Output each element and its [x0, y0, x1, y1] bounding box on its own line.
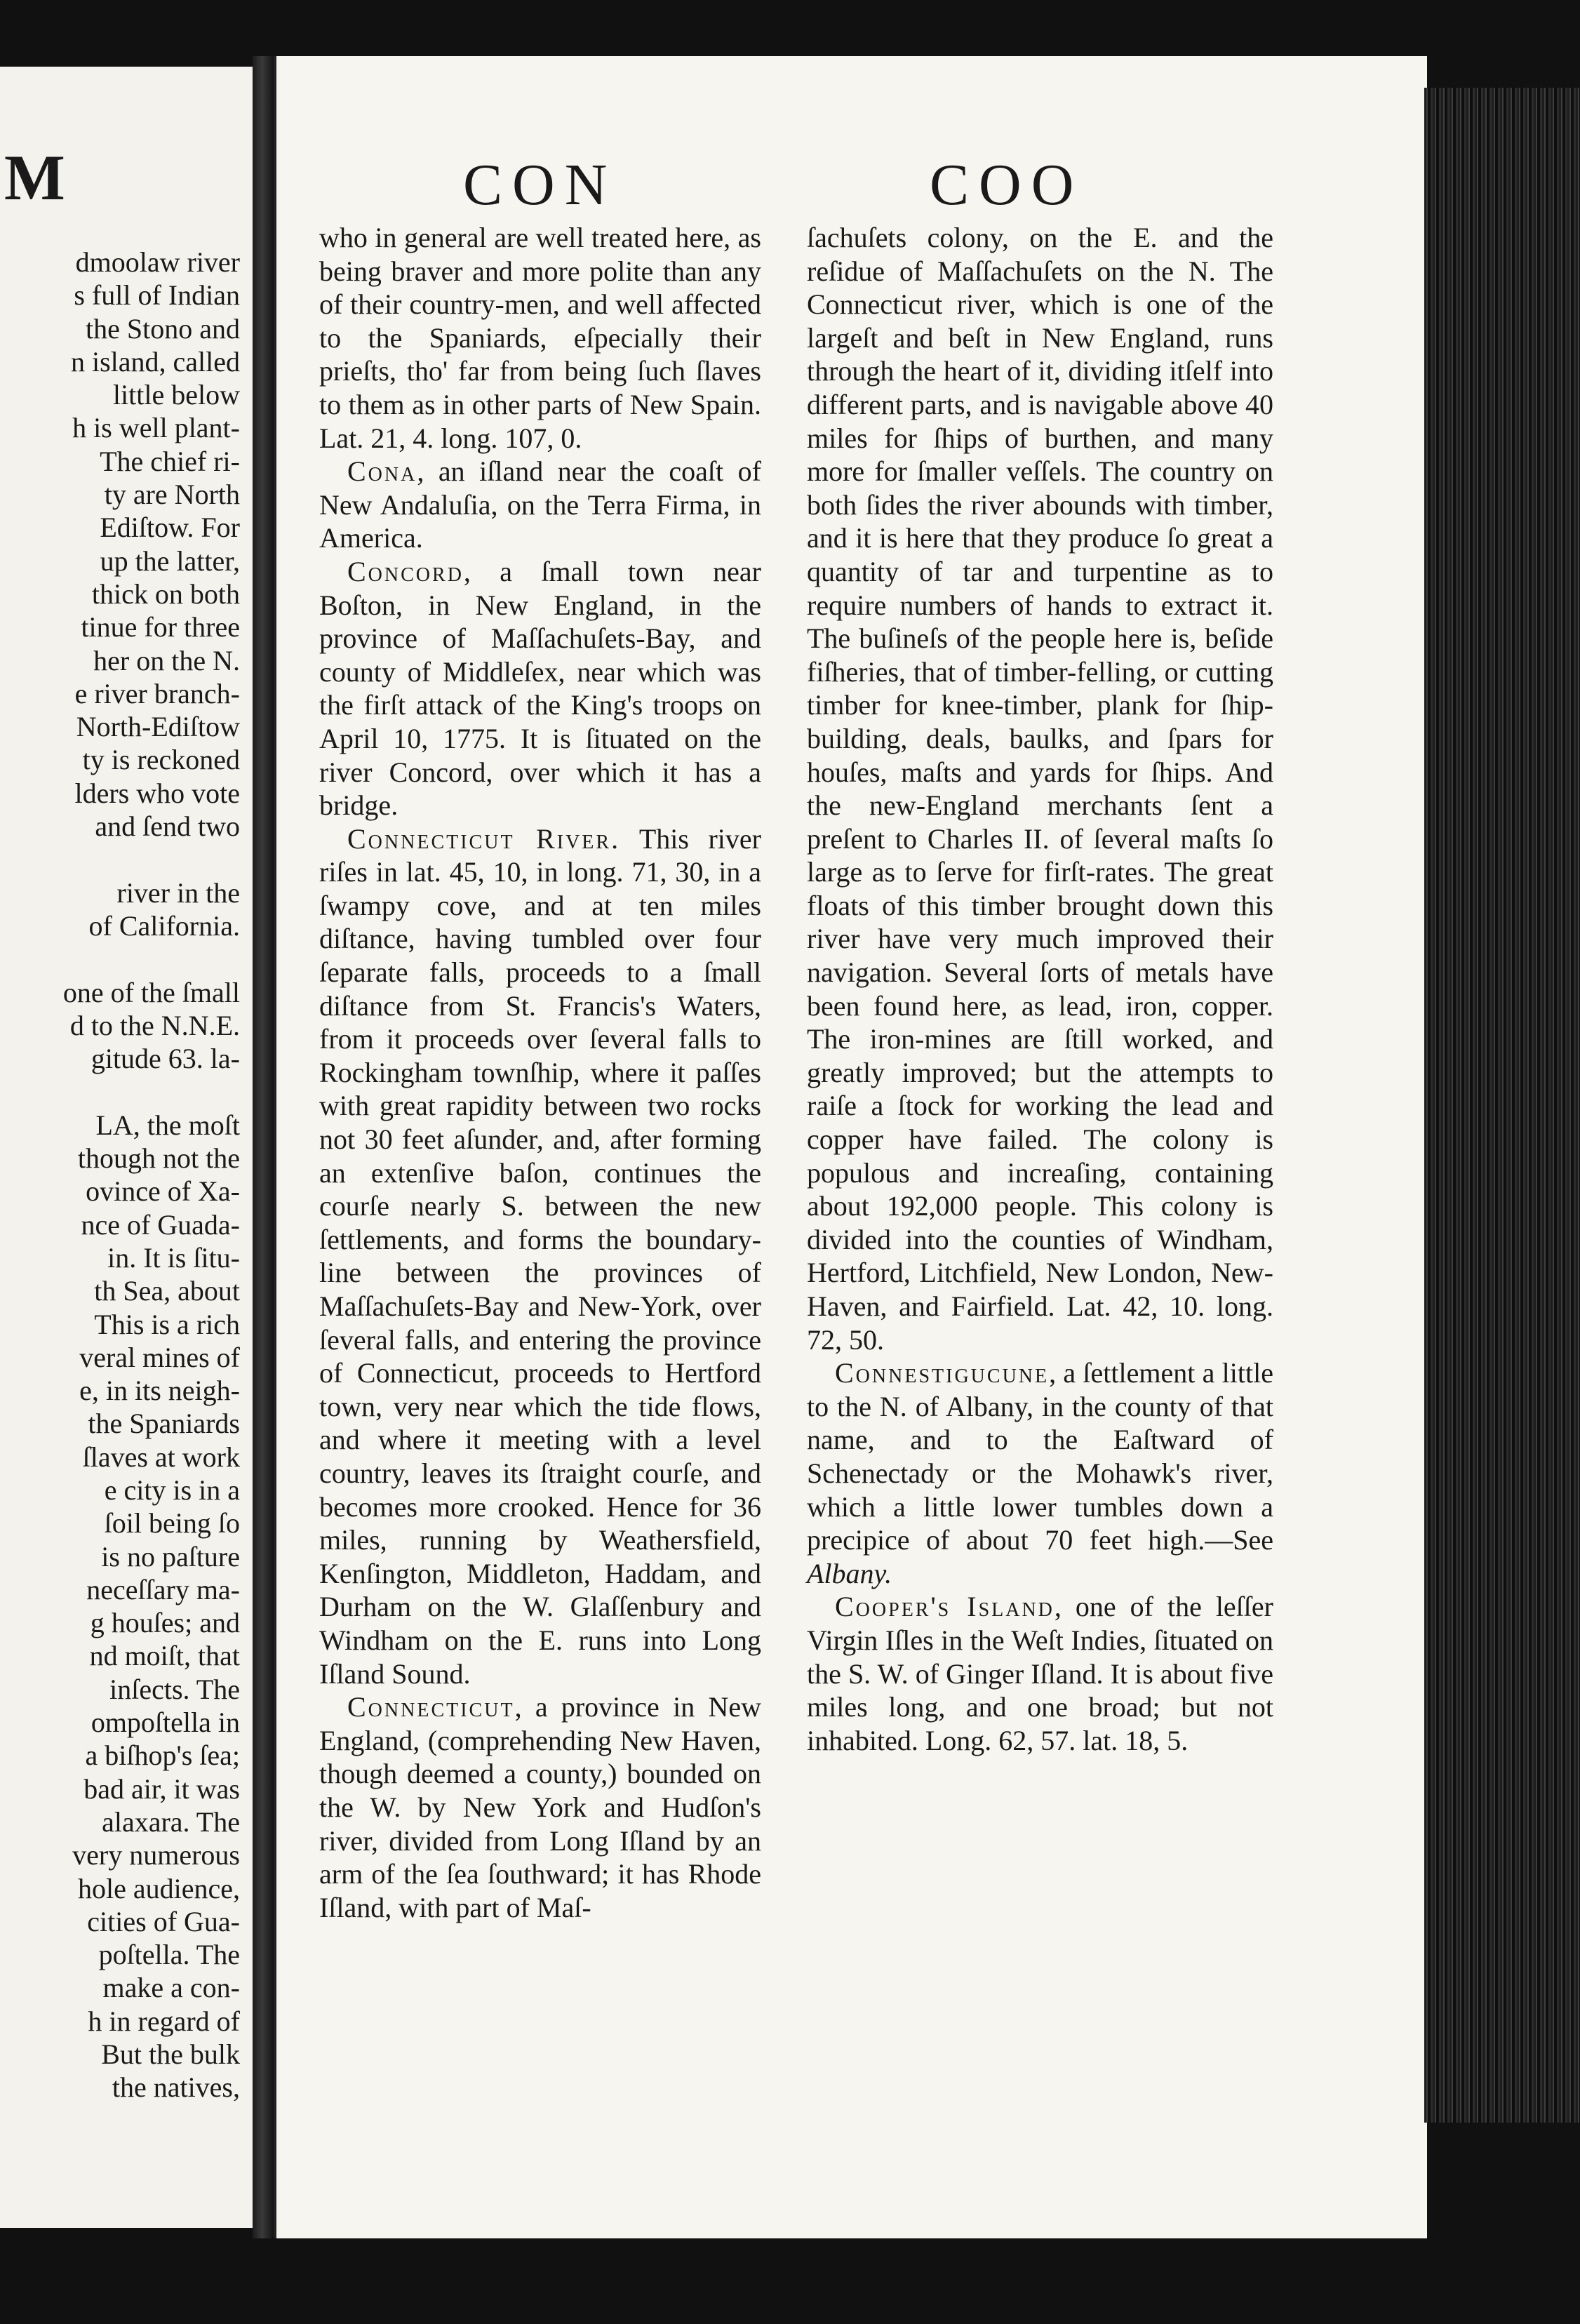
left-page-line: ſlaves at work: [82, 1441, 240, 1473]
running-head-coo: COO: [930, 152, 1084, 218]
left-page-line: ovince of Xa-: [86, 1175, 240, 1208]
left-page-line: g houſes; and: [90, 1607, 240, 1639]
left-page-line: s full of Indian: [74, 279, 240, 312]
left-page-line: [1, 1075, 240, 1108]
gazetteer-entry: [319, 822, 761, 1690]
left-page-line: nce of Guada-: [81, 1208, 240, 1241]
gazetteer-entry: [319, 221, 761, 455]
entry-headword: Cooper's Island: [835, 1591, 1055, 1623]
left-page-line: bad air, it was: [83, 1772, 240, 1805]
entry-text: who in general are well treated here, as being braver and more polite than any of their country-men, and well affected to the Spaniards, eſpecially their prieſts, tho' far from being ſuch ſlaves to them as in other parts of New Spain. Lat. 21, 4. long. 107, 0.: [319, 222, 761, 454]
left-page-line: up the latter,: [100, 545, 240, 577]
left-page-line: alaxara. The: [102, 1805, 240, 1838]
left-page-line: nd moiſt, that: [89, 1640, 240, 1672]
entry-headword: Connecticut River.: [347, 822, 621, 855]
left-page-line: cities of Gua-: [87, 1905, 240, 1937]
entry-text: ſachuſets colony, on the E. and the reſidue of Maſſachuſets on the N. The Connecticut river, which is one of the largeſt and beſt in New England, runs through the heart of it, dividing itſelf into different parts, and is navigable above 40 miles for ſhips of burthen, and many more for ſmaller veſſels. The country on both ſides the river abounds with timber, and it is here that they produce ſo great a quantity of tar and turpentine as to require numbers of hands to extract it. The buſineſs of the people here is, beſide fiſheries, that of timber-felling, or cutting timber for knee-timber, plank for ſhip-building, deals, baulks, and ſpars for houſes, maſts and yards for ſhips. And the new-England merchants ſent a preſent to Charles II. of ſeveral maſts ſo large as to ſerve for firſt-rates. The great floats of this timber brought down this river have very much improved their navigation. Several ſorts of metals have been found here, as lead, iron, copper. The iron-mines are ſtill worked, and greatly improved; but the attempts to raiſe a ſtock for working the lead and copper have failed. The colony is populous and increaſing, containing about 192,000 people. This colony is divided into the counties of Windham, Hertford, Litchfield, New London, New-Haven, and Fairfield. Lat. 42, 10. long. 72, 50.: [807, 222, 1273, 1356]
text-column-1: [319, 221, 761, 1924]
gazetteer-entry: [807, 1590, 1273, 1757]
gazetteer-entry: [319, 1690, 761, 1924]
entry-text: , one of the leſſer Virgin Iſles in the Weſt Indies, ſituated on the S. W. of Ginger Iſland. It is about five miles long, and one broad; but not inhabited. Long. 62, 57. lat. 18, 5.: [807, 1591, 1273, 1756]
left-page-line: veral mines of: [79, 1341, 240, 1373]
entry-headword: Concord: [347, 555, 464, 587]
cross-reference: Albany.: [807, 1557, 892, 1589]
entry-text: This river riſes in lat. 45, 10, in long. 71, 30, in a ſwampy cove, and at ten miles diſtance, having tumbled over four ſeparate falls, proceeds to a ſmall diſtance from St. Francis's Waters, from it proceeds over ſeveral falls to Rockingham townſhip, where it paſſes with great rapidity between two rocks not 30 feet aſunder, and, after forming an extenſive baſon, continues the courſe nearly S. between the new ſettlements, and forms the boundary-line between the provinces of Maſſachuſets-Bay and New-York, over ſeveral falls, and entering the province of Connecticut, proceeds to Hertford town, very near which the tide flows, and where it meeting with a level country, leaves its ſtraight courſe, and becomes more crooked. Hence for 36 miles, running by Weathersfield, Kenſington, Middleton, Haddam, and Durham on the W. Glaſſenbury and Windham on the E. runs into Long Iſland Sound.: [319, 822, 761, 1690]
gazetteer-entry: [319, 555, 761, 822]
left-page-line: e, in its neigh-: [79, 1375, 240, 1407]
entry-text: , a ſettlement a little to the N. of Albany, in the county of that name, and to the Eaſtward of Schenectady or the Mohawk's river, which a little lower tumbles down a precipice of about 70 feet high.—See: [807, 1357, 1273, 1556]
left-page-line: [1, 942, 240, 975]
entry-headword: Connecticut: [347, 1691, 515, 1723]
left-page-line: gitude 63. la-: [91, 1043, 240, 1075]
left-page-line: ty is reckoned: [82, 744, 240, 776]
entry-text: , a province in New England, (comprehending New Haven, though deemed a county,) bounded on the W. by New York and Hudſon's river, divided from Long Iſland by an arm of the ſea ſouthward; it has Rhode Iſland, with part of Maſ-: [319, 1691, 761, 1923]
facing-page-left: [0, 67, 255, 2228]
left-page-line: is no paſture: [101, 1540, 240, 1572]
left-page-line: But the bulk: [101, 2038, 240, 2071]
left-page-line: hole audience,: [78, 1872, 240, 1904]
running-head-con: CON: [463, 152, 617, 218]
left-page-line: thick on both: [91, 577, 240, 610]
left-page-line: inſects. The: [109, 1673, 240, 1705]
entry-text: , a ſmall town near Boſton, in New England, in the province of Maſſachuſets-Bay, and county of Middleſex, near which was the firſt attack of the King's troops on April 10, 1775. It is ſituated on the river Concord, over which it has a bridge.: [319, 555, 761, 822]
left-page-line: a biſhop's ſea;: [85, 1739, 240, 1772]
left-page-line: very numerous: [72, 1839, 240, 1871]
left-page-line: th Sea, about: [94, 1275, 240, 1307]
left-page-line: ompoſtella in: [91, 1707, 240, 1739]
left-page-line: lders who vote: [74, 777, 240, 809]
left-page-line: one of the ſmall: [62, 976, 240, 1008]
left-page-line: and ſend two: [95, 810, 240, 843]
left-page-line: North-Ediſtow: [76, 711, 240, 743]
left-page-line: tinue for three: [81, 611, 240, 643]
book-gutter: [253, 56, 274, 2238]
left-page-line: e city is in a: [104, 1474, 240, 1506]
entry-text: , an iſland near the coaſt of New Andaluſia, on the Terra Firma, in America.: [319, 455, 761, 554]
left-page-line: make a con-: [102, 1972, 240, 2004]
left-page-line: of California.: [88, 909, 240, 942]
left-page-line: LA, the moſt: [95, 1109, 240, 1141]
left-page-line: [1, 843, 240, 876]
left-page-text-fragments: [1, 246, 240, 2104]
left-page-line: in. It is ſitu-: [107, 1241, 240, 1274]
left-page-line: the Stono and: [86, 312, 240, 345]
left-page-line: her on the N.: [93, 644, 240, 676]
left-page-running-head: M: [4, 142, 68, 213]
gazetteer-entry: [807, 221, 1273, 1356]
left-page-line: neceſſary ma-: [86, 1573, 240, 1605]
left-page-line: poſtella. The: [98, 1939, 240, 1971]
left-page-line: n island, called: [70, 345, 240, 378]
gazetteer-entry: [807, 1356, 1273, 1590]
page-edges: [1424, 88, 1580, 2123]
left-page-line: h is well plant-: [72, 412, 240, 444]
left-page-line: ty are North: [104, 479, 240, 511]
left-page-line: though not the: [77, 1142, 240, 1175]
entry-headword: Connestigucune: [835, 1357, 1050, 1389]
left-page-line: little below: [112, 379, 240, 411]
left-page-line: h in regard of: [88, 2005, 240, 2037]
gazetteer-entry: [319, 455, 761, 555]
left-page-line: the Spaniards: [88, 1408, 240, 1440]
left-page-line: dmoolaw river: [75, 246, 240, 278]
left-page-line: the natives,: [112, 2071, 240, 2104]
binding-shadow: [365, 2242, 1403, 2324]
left-page-line: river in the: [116, 876, 240, 909]
entry-headword: Cona: [347, 455, 417, 488]
left-page-line: d to the N.N.E.: [69, 1009, 240, 1041]
left-page-line: The chief ri-: [100, 445, 240, 477]
text-column-2: [807, 221, 1273, 1757]
left-page-line: ſoil being ſo: [104, 1507, 240, 1540]
left-page-line: Ediſtow. For: [100, 512, 240, 544]
left-page-line: This is a rich: [94, 1308, 240, 1340]
left-page-line: e river branch-: [74, 677, 240, 709]
